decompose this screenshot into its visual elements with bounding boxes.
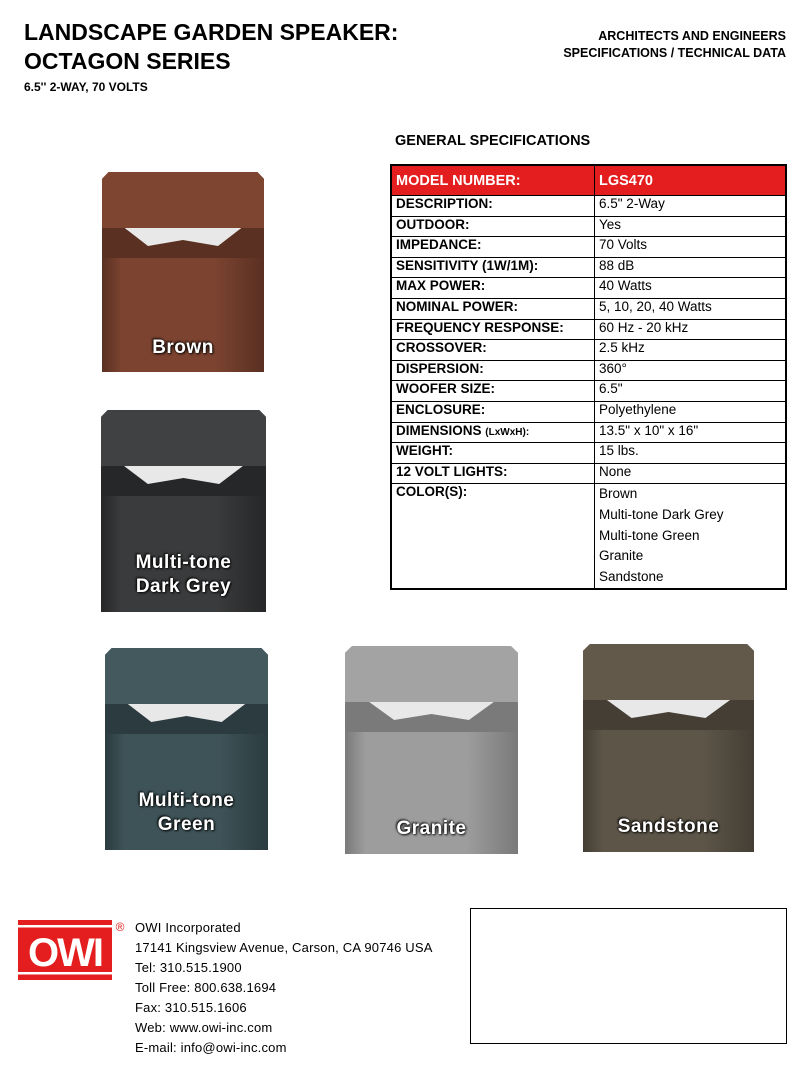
spec-label-text: NOMINAL POWER: xyxy=(396,298,518,314)
speaker-color-label-line-1: Granite xyxy=(396,818,467,839)
speaker-color-label-line-2: Green xyxy=(157,814,216,835)
spec-value: 70 Volts xyxy=(595,237,787,258)
speaker-color-label-line-1: Brown xyxy=(152,337,214,358)
spec-label xyxy=(391,360,595,381)
colors-list xyxy=(595,484,787,589)
speaker-top-cap xyxy=(105,648,268,704)
owi-logo xyxy=(18,920,128,980)
spec-label-text: MAX POWER: xyxy=(396,278,486,294)
svg-text:OWI: OWI xyxy=(28,931,102,975)
spec-label xyxy=(391,237,595,258)
spec-value: Yes xyxy=(595,216,787,237)
spec-row xyxy=(391,237,786,258)
speaker-color-label xyxy=(101,551,266,599)
spec-row xyxy=(391,443,786,464)
title-line-1: LANDSCAPE GARDEN SPEAKER: xyxy=(24,19,399,45)
spec-label-text: ENCLOSURE: xyxy=(396,401,486,417)
spec-label-text: DIMENSIONS xyxy=(396,422,482,438)
spec-row xyxy=(391,257,786,278)
company-fax: Fax: 310.515.1606 xyxy=(135,1000,247,1015)
spec-label-text: FREQUENCY RESPONSE: xyxy=(396,319,564,335)
speaker-top-cap xyxy=(102,172,264,228)
color-option: Multi-tone Green xyxy=(599,527,700,543)
model-number-value: LGS470 xyxy=(595,165,787,196)
speaker-image-granite xyxy=(345,646,518,854)
speaker-image-sandstone xyxy=(583,644,754,852)
spec-label xyxy=(391,278,595,299)
owi-logo-graphic xyxy=(18,920,128,980)
spec-label xyxy=(391,257,595,278)
model-number-row xyxy=(391,165,786,196)
speaker-color-label xyxy=(345,817,518,841)
speaker-image-multi-tone-green xyxy=(105,648,268,850)
spec-value: Polyethylene xyxy=(595,401,787,422)
spec-row xyxy=(391,422,786,443)
speaker-top-cap xyxy=(345,646,518,702)
spec-row xyxy=(391,278,786,299)
spec-label-text: OUTDOOR: xyxy=(396,216,470,232)
spec-label-text: 12 VOLT LIGHTS: xyxy=(396,463,508,479)
spec-label-text: SENSITIVITY (1W/1M): xyxy=(396,257,539,273)
document-type-heading xyxy=(563,28,786,62)
document-type-line-1: ARCHITECTS AND ENGINEERS xyxy=(598,29,786,43)
spec-value: 60 Hz - 20 kHz xyxy=(595,319,787,340)
specifications-table xyxy=(390,164,787,590)
spec-row xyxy=(391,381,786,402)
colors-label: COLOR(S): xyxy=(391,484,595,589)
speaker-color-label-line-2: Dark Grey xyxy=(135,576,232,597)
company-email: E-mail: info@owi-inc.com xyxy=(135,1040,287,1055)
spec-label xyxy=(391,196,595,217)
spec-value: 15 lbs. xyxy=(595,443,787,464)
company-tel: Tel: 310.515.1900 xyxy=(135,960,242,975)
speaker-color-label xyxy=(102,336,264,360)
spec-value: None xyxy=(595,463,787,484)
spec-row xyxy=(391,216,786,237)
spec-label-text: DESCRIPTION: xyxy=(396,196,493,211)
spec-label xyxy=(391,381,595,402)
speaker-image-multi-tone-dark-grey xyxy=(101,410,266,612)
color-option: Granite xyxy=(599,548,644,564)
speaker-top-cap xyxy=(583,644,754,700)
company-toll-free: Toll Free: 800.638.1694 xyxy=(135,980,277,995)
page-subtitle: 6.5'' 2-WAY, 70 VOLTS xyxy=(24,80,148,94)
spec-value: 360° xyxy=(595,360,787,381)
spec-label xyxy=(391,340,595,361)
spec-row xyxy=(391,298,786,319)
company-name: OWI Incorporated xyxy=(135,920,241,935)
spec-row xyxy=(391,319,786,340)
svg-text:®: ® xyxy=(115,920,125,934)
spec-label xyxy=(391,401,595,422)
spec-label-text: CROSSOVER: xyxy=(396,340,487,356)
title-line-2: OCTAGON SERIES xyxy=(24,48,231,74)
spec-value: 6.5" xyxy=(595,381,787,402)
spec-row xyxy=(391,401,786,422)
spec-row xyxy=(391,463,786,484)
speaker-color-label-line-1: Multi-tone xyxy=(135,552,232,573)
speaker-color-label-line-1: Multi-tone xyxy=(138,790,235,811)
spec-label xyxy=(391,422,595,443)
spec-row xyxy=(391,340,786,361)
spec-label xyxy=(391,443,595,464)
spec-value: 6.5" 2-Way xyxy=(595,196,787,217)
model-number-label: MODEL NUMBER: xyxy=(391,165,595,196)
spec-label xyxy=(391,463,595,484)
spec-value: 13.5" x 10" x 16" xyxy=(595,422,787,443)
spec-value: 88 dB xyxy=(595,257,787,278)
color-option: Sandstone xyxy=(599,569,664,585)
speaker-top-cap xyxy=(101,410,266,466)
speaker-color-label-line-1: Sandstone xyxy=(617,816,720,837)
speaker-color-label xyxy=(105,789,268,837)
spec-value: 2.5 kHz xyxy=(595,340,787,361)
spec-row xyxy=(391,360,786,381)
spec-value: 40 Watts xyxy=(595,278,787,299)
document-type-line-2: SPECIFICATIONS / TECHNICAL DATA xyxy=(563,46,786,60)
empty-notes-box xyxy=(470,908,787,1044)
color-option: Brown xyxy=(599,486,638,502)
spec-value: 5, 10, 20, 40 Watts xyxy=(595,298,787,319)
page-title xyxy=(24,18,398,76)
spec-label-text: DISPERSION: xyxy=(396,360,484,376)
spec-row xyxy=(391,196,786,217)
spec-label-text: IMPEDANCE: xyxy=(396,237,482,253)
spec-label-unit: (LxWxH): xyxy=(485,426,530,438)
colors-row xyxy=(391,484,786,589)
speaker-image-brown xyxy=(102,172,264,372)
spec-label-text: WEIGHT: xyxy=(396,443,453,459)
company-contact xyxy=(135,918,433,1058)
spec-label xyxy=(391,319,595,340)
spec-label xyxy=(391,298,595,319)
spec-label xyxy=(391,216,595,237)
spec-label-text: WOOFER SIZE: xyxy=(396,381,495,397)
company-address: 17141 Kingsview Avenue, Carson, CA 90746 USA xyxy=(135,940,433,955)
specifications-heading: GENERAL SPECIFICATIONS xyxy=(395,133,591,149)
company-web: Web: www.owi-inc.com xyxy=(135,1020,273,1035)
speaker-color-label xyxy=(583,815,754,839)
color-option: Multi-tone Dark Grey xyxy=(599,507,724,523)
